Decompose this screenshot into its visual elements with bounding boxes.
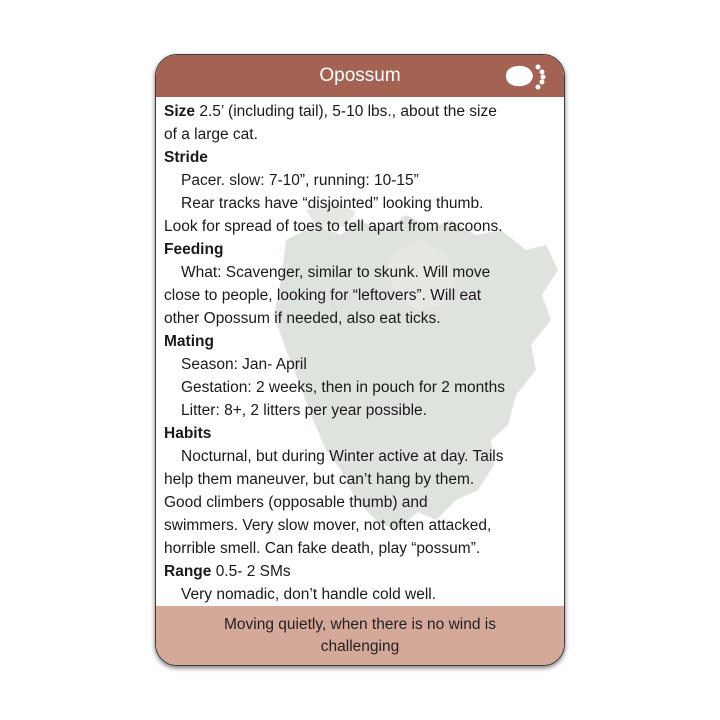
feeding-label: Feeding (164, 241, 224, 258)
stride-line-1: Pacer. slow: 7-10”, running: 10-15” (181, 172, 419, 189)
opossum-card (155, 54, 565, 666)
habits-line-5: horrible smell. Can fake death, play “possum”. (164, 540, 481, 557)
feeding-line-2: close to people, looking for “leftovers”. Will eat (164, 287, 482, 304)
footer-line-2: challenging (320, 637, 400, 655)
card-body (164, 100, 560, 606)
stride-line-3: Look for spread of toes to tell apart from racoons. (164, 218, 503, 235)
size-label: Size (164, 103, 196, 120)
mating-season: Season: Jan- April (181, 356, 307, 373)
size-line-2: of a large cat. (164, 126, 258, 143)
range-line (164, 560, 560, 583)
feeding-line-1: What: Scavenger, similar to skunk. Will move (181, 264, 491, 281)
card-footer (156, 606, 564, 665)
range-label: Range (164, 563, 212, 580)
habits-line-2: help them maneuver, but can’t hang by them. (164, 471, 475, 488)
feeding-line-3: other Opossum if needed, also eat ticks. (164, 310, 441, 327)
stride-line-2: Rear tracks have “disjointed” looking thumb. (181, 195, 484, 212)
footer-line-1: Moving quietly, when there is no wind is (224, 615, 496, 633)
range-line-2: Very nomadic, don’t handle cold well. (181, 586, 437, 603)
stride-label: Stride (164, 149, 208, 166)
mating-gestation: Gestation: 2 weeks, then in pouch for 2 months (181, 379, 505, 396)
habits-label: Habits (164, 425, 212, 442)
card-header (156, 55, 564, 97)
size-line (164, 100, 560, 123)
card-title: Opossum (319, 65, 401, 86)
habits-line-4: swimmers. Very slow mover, not often attacked, (164, 517, 492, 534)
mating-label: Mating (164, 333, 214, 350)
mating-litter: Litter: 8+, 2 litters per year possible. (181, 402, 427, 419)
paw-print-icon (500, 61, 550, 91)
size-text: 2.5’ (including tail), 5-10 lbs., about the size (199, 103, 497, 120)
habits-line-1: Nocturnal, but during Winter active at day. Tails (181, 448, 504, 465)
footer-text (195, 614, 525, 658)
habits-line-3: Good climbers (opposable thumb) and (164, 494, 428, 511)
range-text: 0.5- 2 SMs (215, 563, 291, 580)
